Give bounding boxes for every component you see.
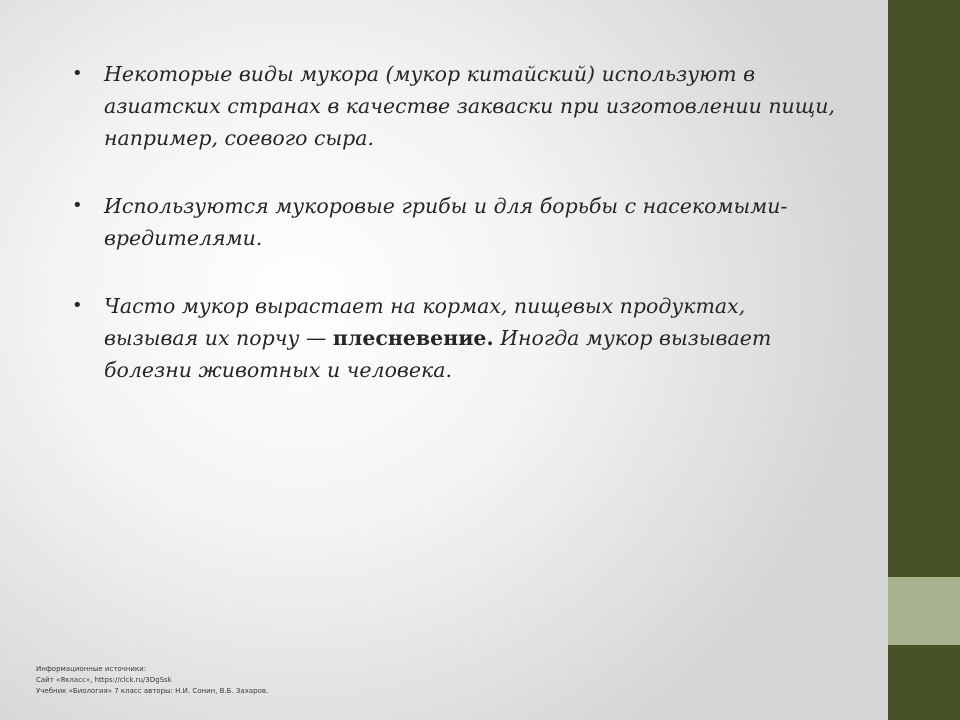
sources-heading: Информационные источники:	[36, 665, 147, 673]
source-textbook: Учебник «Биология» 7 класс авторы: Н.И. Сонин, В.Б. Захаров.	[36, 687, 269, 695]
bullet-item-spoilage	[72, 290, 842, 386]
side-bar-middle-segment	[888, 577, 960, 645]
bullet-text: Некоторые виды мукора (мукор китайский) используют в азиатских странах в качестве закваски при изготовлении пищи, например, соевого сыра.	[104, 62, 835, 150]
bullet-list	[72, 58, 842, 422]
side-bar-top-segment	[888, 0, 960, 577]
bullet-text-before: Часто мукор вырастает на кормах, пищевых продуктах, вызывая их порчу —	[104, 294, 746, 350]
bullet-item-pest-control	[72, 190, 842, 254]
bullet-item-starter-culture	[72, 58, 842, 154]
bullet-marker: •	[72, 295, 83, 316]
decorative-side-bar	[888, 0, 960, 720]
bold-term-mold: плесневение.	[332, 326, 494, 350]
source-website: Сайт «Якласс», https://clck.ru/3DgSsk	[36, 676, 172, 684]
sources-block	[36, 664, 268, 697]
bullet-marker: •	[72, 195, 83, 216]
bullet-marker: •	[72, 63, 83, 84]
side-bar-bottom-segment	[888, 645, 960, 720]
bullet-text-after: Иногда мукор вызывает болезни животных и человека.	[104, 326, 772, 382]
bullet-text: Используются мукоровые грибы и для борьбы с насекомыми-вредителями.	[104, 194, 788, 250]
